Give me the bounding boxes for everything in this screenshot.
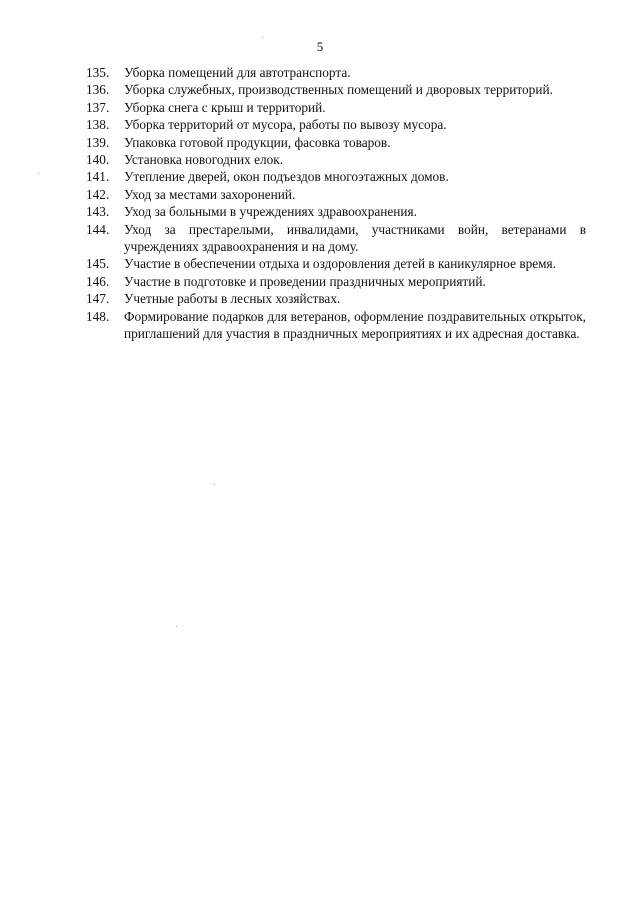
item-number: 141. — [86, 169, 110, 185]
item-number: 135. — [86, 65, 110, 80]
list-item — [86, 134, 586, 151]
list-item — [86, 168, 586, 185]
scan-speck — [214, 484, 215, 485]
item-text: Уход за больными в учреждениях здравоохранения. — [124, 204, 417, 220]
list-item — [86, 81, 586, 98]
page-number: 5 — [316, 39, 324, 54]
item-text: Уборка территорий от мусора, работы по вывозу мусора. — [124, 117, 447, 133]
item-number: 142. — [86, 186, 110, 202]
list-item — [86, 151, 586, 168]
item-number: 137. — [86, 99, 110, 115]
scan-speck — [262, 37, 263, 38]
item-number: 144. — [86, 221, 110, 237]
scan-speck — [38, 173, 39, 174]
list-item — [86, 203, 586, 220]
item-number: 145. — [86, 256, 110, 272]
item-number: 146. — [86, 273, 110, 289]
work-list — [86, 64, 586, 343]
item-text: Участие в обеспечении отдыха и оздоровления детей в каникулярное время. — [124, 256, 556, 272]
item-number: 136. — [86, 82, 110, 98]
list-item — [86, 64, 586, 81]
item-text: Учетные работы в лесных хозяйствах. — [124, 291, 341, 307]
item-number: 138. — [86, 117, 110, 133]
list-item — [86, 99, 586, 116]
list-item — [86, 273, 586, 290]
list-item — [86, 255, 586, 272]
item-text: Установка новогодних елок. — [124, 152, 284, 168]
item-text: Уборка снега с крыш и территорий. — [124, 99, 326, 115]
item-text: Участие в подготовке и проведении праздничных мероприятий. — [124, 273, 486, 289]
item-number: 143. — [86, 204, 110, 220]
list-item — [86, 290, 586, 307]
item-text: Уход за престарелыми, инвалидами, участниками войн, ветеранами в учреждениях здравоохранения и на дому. — [124, 221, 586, 255]
item-number: 139. — [86, 134, 110, 150]
list-item — [86, 221, 586, 256]
item-text: Уборка служебных, производственных помещений и дворовых территорий. — [124, 82, 553, 98]
item-text: Формирование подарков для ветеранов, оформление поздравительных открыток, приглашений для участия в праздничных мероприятиях и их адресная доставка. — [124, 308, 586, 342]
item-text: Упаковка готовой продукции, фасовка товаров. — [124, 134, 391, 150]
list-item — [86, 186, 586, 203]
item-number: 148. — [86, 308, 110, 324]
list-item — [86, 308, 586, 343]
item-text: Утепление дверей, окон подъездов многоэтажных домов. — [124, 169, 449, 185]
list-item — [86, 116, 586, 133]
item-text: Уборка помещений для автотранспорта. — [124, 65, 351, 80]
scan-speck — [176, 626, 177, 627]
item-number: 147. — [86, 291, 110, 307]
item-number: 140. — [86, 152, 110, 168]
item-text: Уход за местами захоронений. — [124, 186, 296, 202]
